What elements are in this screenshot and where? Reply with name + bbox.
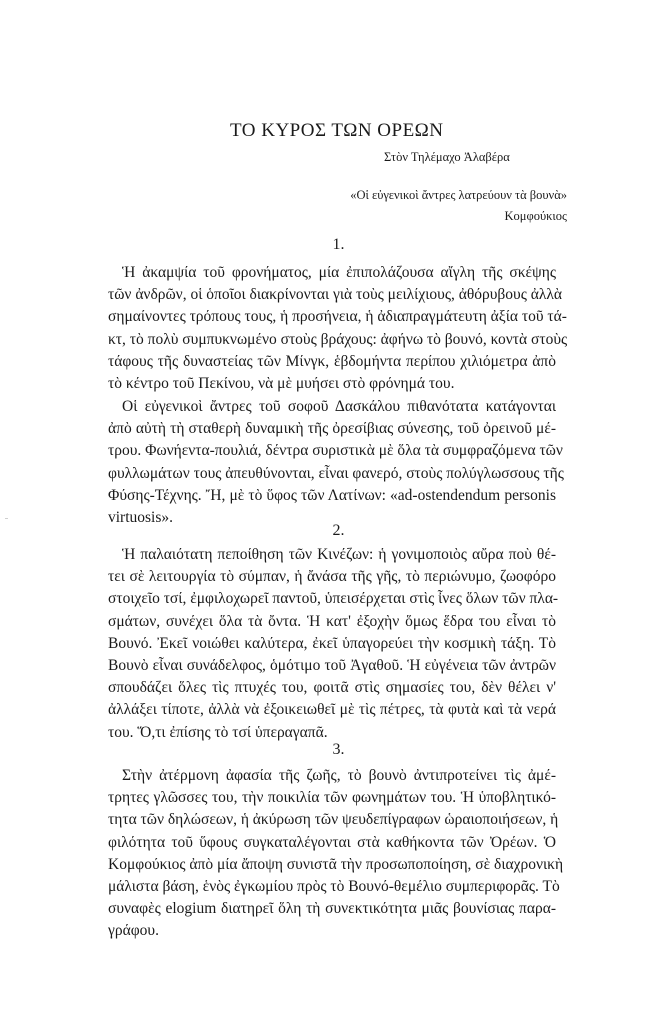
text-line: Ἡ παλαιότατη πεποίθηση τῶν Κινέζων: ἡ γονιμοποιὸς αὔρα ποὺ θέ- — [122, 546, 556, 563]
text-line: ἀπὸ αὐτὴ τὴ σταθερὴ δυναμικὴ τῆς ὀρεσίβιας σύνεσης, τοῦ ὀρεινοῦ μέ- — [108, 420, 556, 438]
text-line: Οἱ εὐγενικοὶ ἄντρες τοῦ σοφοῦ Δασκάλου πιθανότατα κατάγονται — [122, 398, 556, 415]
text-line: Βουνὸ εἶναι συνάδελφος, ὁμότιμο τοῦ Ἀγαθοῦ. Ἡ εὐγένεια τῶν ἀντρῶν — [108, 656, 556, 674]
section-number-2: 2. — [332, 522, 345, 539]
epigraph-author: Κομφούκιος — [504, 209, 567, 223]
section-number-1: 1. — [332, 236, 345, 253]
paragraph — [108, 765, 564, 943]
text-line: κτ, τὸ πολὺ συμπυκνωμένο στοὺς βράχους: ἀφήνω τὸ βουνό, κοντὰ στοὺς — [108, 330, 568, 348]
text-line: γράφου. — [108, 922, 159, 940]
text-line: τὸ κέντρο τοῦ Πεκίνου, νὰ μὲ μυήσει στὸ φρόνημά του. — [108, 374, 455, 392]
text-line: virtuosis». — [108, 508, 174, 526]
text-line: σπουδάζει ὅλες τὶς πτυχές του, φοιτᾶ στὶς σημασίες του, δὲν θέλει ν' — [108, 679, 556, 697]
page-title: ΤΟ ΚΥΡΟΣ ΤΩΝ ΟΡΕΩΝ — [230, 120, 444, 141]
text-line: ἀλλάξει τίποτε, ἀλλὰ νὰ ἐξοικειωθεῖ μὲ τὶς πέτρες, τὰ φυτὰ καὶ τὰ νερά — [108, 701, 556, 719]
text-line: στοιχεῖο τσί, ἐμφιλοχωρεῖ παντοῦ, ὑπεισέρχεται στὶς ἶνες ὅλων τῶν πλα- — [108, 590, 559, 608]
dedication: Στὸν Τηλέμαχο Ἀλαβέρα — [384, 150, 510, 164]
text-line: Ἡ ἀκαμψία τοῦ φρονήματος, μία ἐπιπολάζουσα αἴγλη τῆς σκέψης — [122, 264, 556, 281]
epigraph-quote: «Οἱ εὐγενικοὶ ἄντρες λατρεύουν τὰ βουνὰ» — [350, 188, 567, 202]
text-line: τει σὲ λειτουργία τὸ σύμπαν, ἡ ἄνάσα τῆς γῆς, τὸ περιώνυμο, ζωοφόρο — [108, 568, 556, 586]
text-line: Κομφούκιος ἀπὸ μία ἄποψη συνιστᾶ τὴν προσωποποίηση, σὲ διαχρονικὴ — [108, 855, 564, 873]
text-line: μάλιστα βάση, ἑνὸς ἐγκωμίου πρὸς τὸ Βουνό-θεμέλιο συμπεριφορᾶς. Τὸ — [108, 877, 560, 895]
text-line: Φύσης-Τέχνης. Ἤ, μὲ τὸ ὕφος τῶν Λατίνων: «ad-ostendendum personis — [108, 486, 556, 504]
epigraph — [307, 185, 567, 227]
text-line: του. Ὅ,τι ἐπίσης τὸ τσί ὑπεραγαπᾶ. — [108, 723, 328, 741]
text-line: φυλλωμάτων τους ἀπευθύνονται, εἶναι φανερό, στοὺς πολύγλωσσους τῆς — [108, 464, 564, 482]
text-line: Βουνό. Ἐκεῖ νοιώθει καλύτερα, ἐκεῖ ὑπαγορεύει τὴν κοσμικὴ τάξη. Τὸ — [108, 634, 556, 652]
paragraph — [108, 544, 559, 744]
scan-mark — [5, 518, 8, 519]
text-line: τρου. Φωνήεντα-πουλιά, δέντρα συριστικὰ μὲ ὅλα τὰ συμφραζόμενα τῶν — [108, 442, 563, 460]
section-number-3: 3. — [332, 741, 345, 758]
text-line: σημαίνοντες τρόπους τους, ἡ προσήνεια, ἡ ἀδιαπραγμάτευτη ἀξία τοῦ τά- — [108, 308, 567, 326]
text-line: Στὴν ἀτέρμονη ἀφασία τῆς ζωῆς, τὸ βουνὸ ἀντιπροτείνει τὶς ἀμέ- — [122, 767, 556, 784]
text-line: τητα τῶν δηλώσεων, ἡ ἀκύρωση τῶν ψευδεπίγραφων ὡραιοποιήσεων, ἡ — [108, 811, 559, 829]
paragraph — [108, 396, 564, 529]
text-line: φιλότητα τοῦ ὕφους συγκαταλέγονται στὰ καθήκοντα τῶν Ὀρέων. Ὁ — [108, 833, 556, 851]
text-line: τάφους τῆς δυναστείας τῶν Μίνγκ, ἑβδομήντα περίπου χιλιόμετρα ἀπὸ — [108, 352, 556, 370]
text-line: σμάτων, συνέχει ὅλα τὰ ὄντα. Ἡ κατ' ἐξοχὴν ὅμως ἕδρα του εἶναι τὸ — [108, 612, 556, 630]
text-line: τῶν ἀνδρῶν, οἱ ὁποῖοι διακρίνονται γιὰ τοὺς μειλίχιους, ἀθόρυβους ἀλλὰ — [108, 286, 563, 304]
paragraph — [108, 262, 568, 395]
text-line: συναφὲς elogium διατηρεῖ ὅλη τὴ συνεκτικότητα μιᾶς βουνίσιας παρα- — [108, 900, 556, 918]
text-line: τρητες γλῶσσες του, τὴν ποικιλία τῶν φωνημάτων του. Ἡ ὑποβλητικό- — [108, 789, 556, 807]
